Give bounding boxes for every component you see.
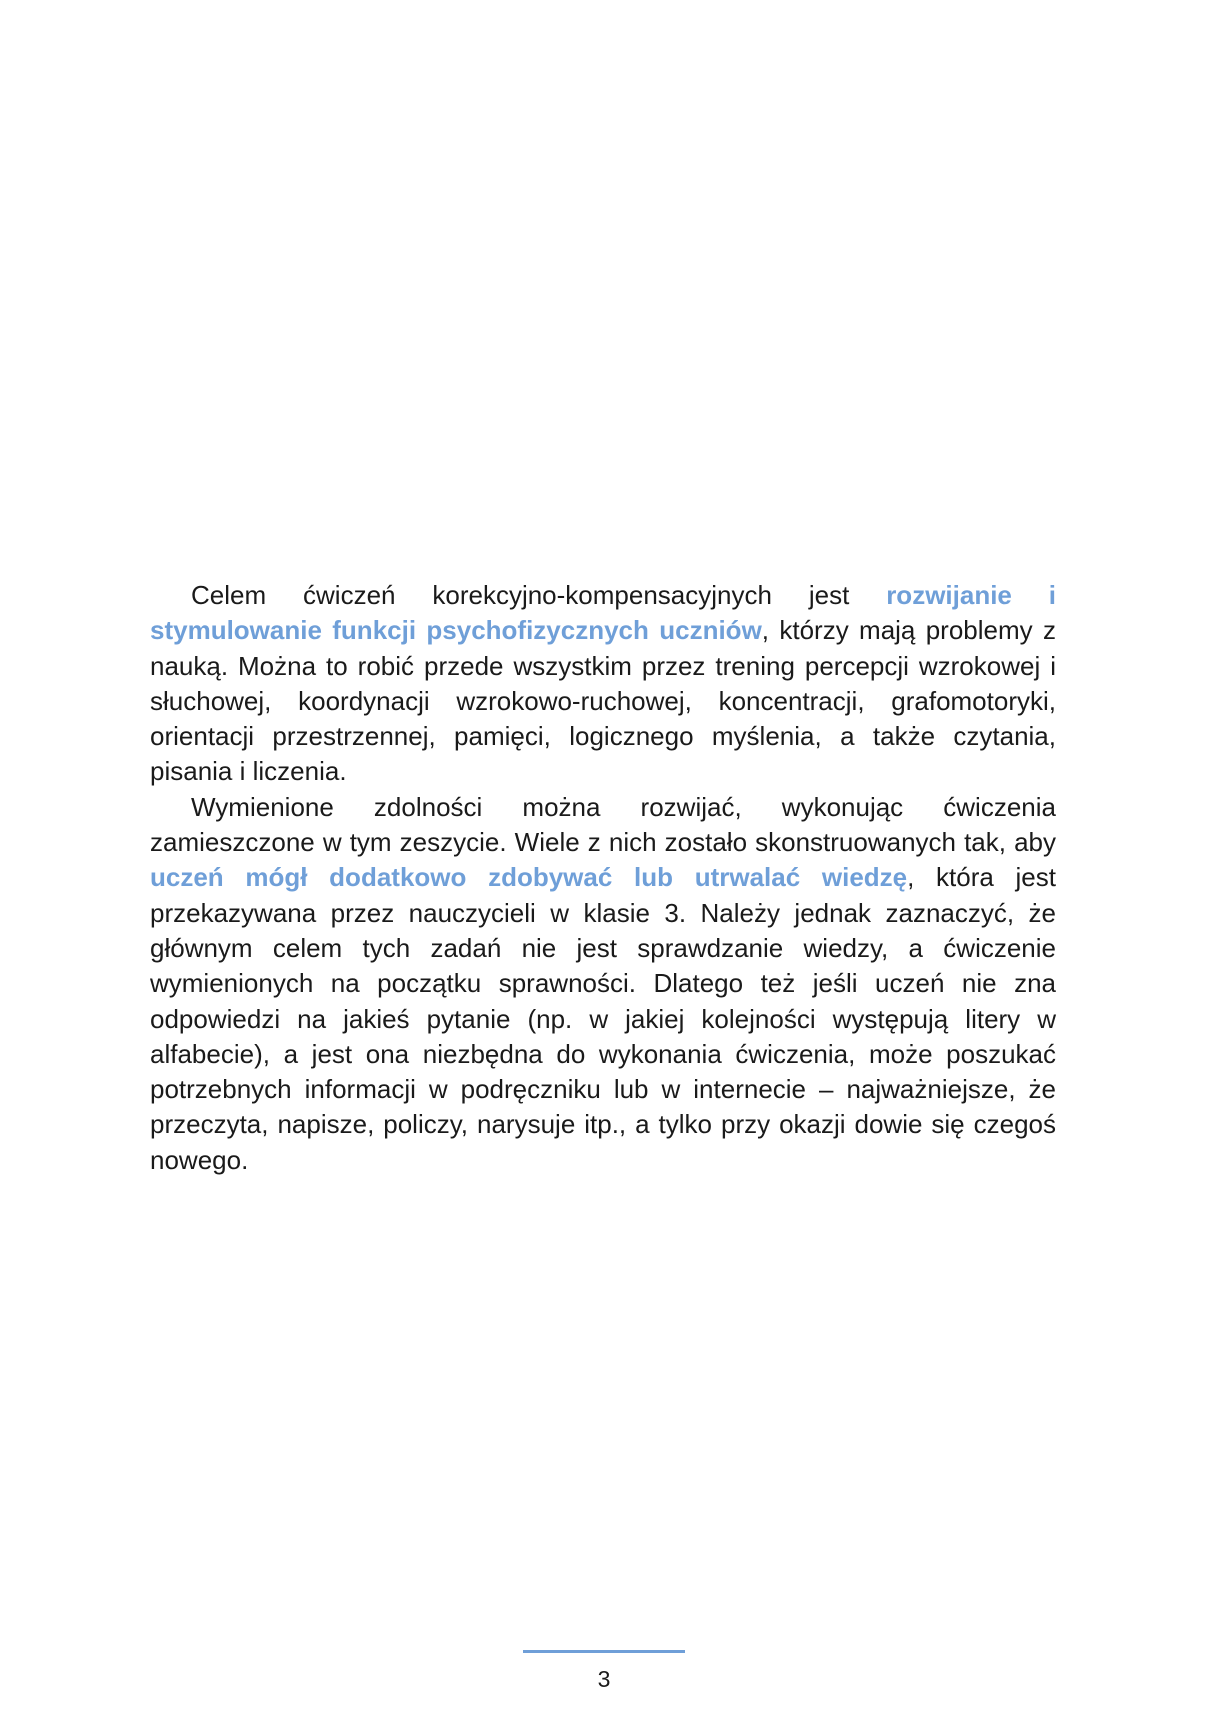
paragraph-2-text-1: Wymienione zdolności można rozwijać, wykonując ćwiczenia zamieszczone w tym zeszycie. Wiele z nich zostało skonstruowanych tak, aby <box>150 791 1056 858</box>
footer-divider <box>523 1650 685 1653</box>
paragraph-1 <box>150 578 1056 790</box>
paragraph-1-text-1: Celem ćwiczeń korekcyjno-kompensacyjnych jest <box>191 580 887 610</box>
paragraph-1-highlight: rozwijanie i stymulowanie funkcji psychofizycznych uczniów <box>150 580 1056 646</box>
page-number: 3 <box>597 1666 611 1692</box>
paragraph-1-text-2: , którzy mają problemy z nauką. Można to robić przede wszystkim przez trening percepcji wzrokowej i słuchowej, koordynacji wzrokowo-ruchowej, koncentracji, grafomotoryki, orientacji przestrzennej, pamięci, logicznego myślenia, a także czytania, pisania i liczenia. <box>150 615 1056 787</box>
paragraph-2-text-2: , która jest przekazywana przez nauczycieli w klasie 3. Należy jednak zaznaczyć, że głównym celem tych zadań nie jest sprawdzanie wiedzy, a ćwiczenie wymienionych na początku sprawności. Dlatego też jeśli uczeń nie zna odpowiedzi na jakieś pytanie (np. w jakiej kolejności występują litery w alfabecie), a jest ona niezbędna do wykonania ćwiczenia, może poszukać potrzebnych informacji w podręczniku lub w internecie – najważniejsze, że przeczyta, napisze, policzy, narysuje itp., a tylko przy okazji dowie się czegoś nowego. <box>150 862 1056 1175</box>
main-text <box>150 578 1056 1178</box>
paragraph-2 <box>150 790 1056 1178</box>
paragraph-2-highlight: uczeń mógł dodatkowo zdobywać lub utrwalać wiedzę <box>150 862 908 893</box>
